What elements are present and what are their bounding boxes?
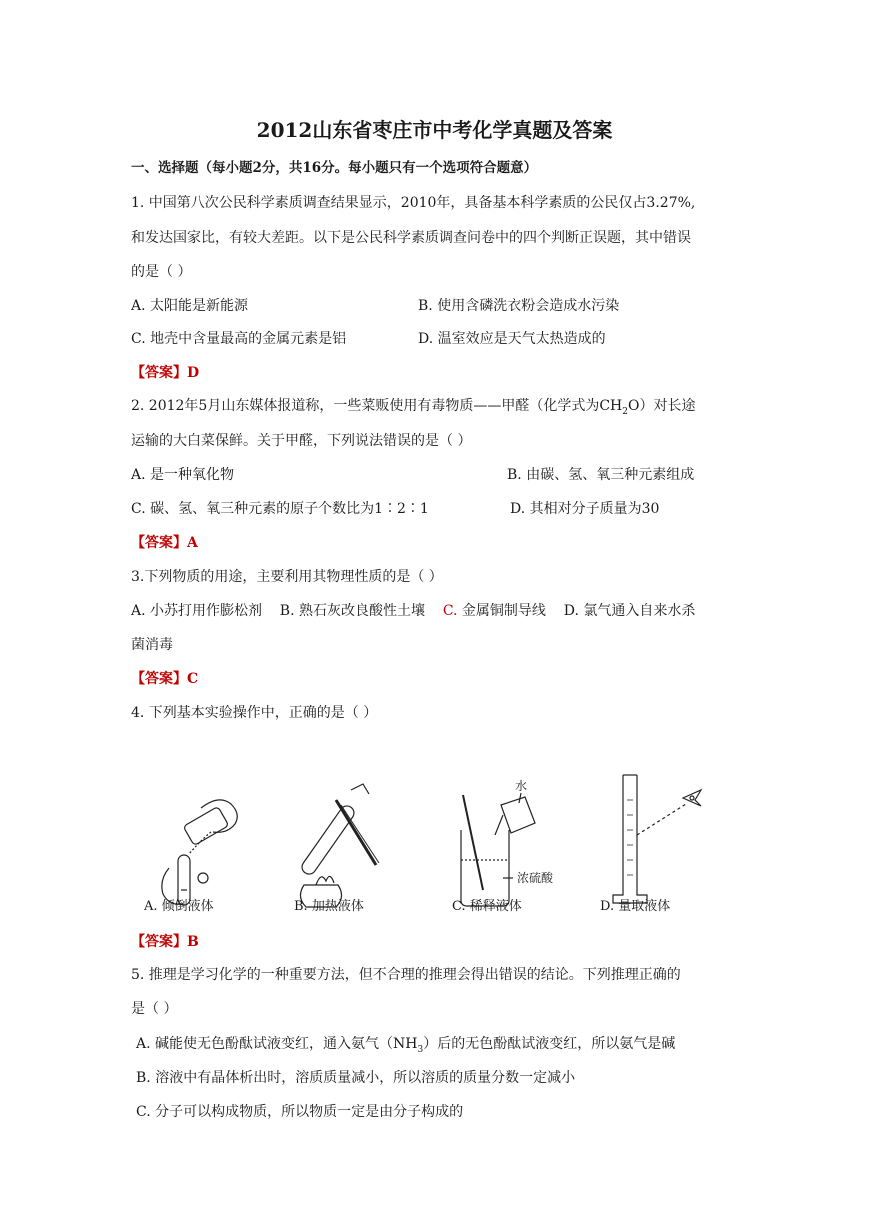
q5-option-c: C. 分子可以构成物质，所以物质一定是由分子构成的 bbox=[136, 1104, 464, 1120]
heating-liquid-illustration bbox=[299, 784, 379, 907]
answer-value: C bbox=[187, 671, 199, 687]
answer-value: B bbox=[187, 934, 199, 950]
caption-d: D. 量取液体 bbox=[600, 899, 671, 914]
q2-option-d: D. 其相对分子质量为30 bbox=[510, 501, 660, 517]
caption-b: B. 加热液体 bbox=[294, 899, 364, 914]
q1-stem-line1: 1. 中国第八次公民科学素质调查结果显示，2010年，具备基本科学素质的公民仅占3.27%, bbox=[131, 195, 696, 211]
q3-answer bbox=[131, 669, 198, 689]
q2-stem-text: 2. 2012年5月山东媒体报道称，一些菜贩使用有毒物质——甲醛（化学式为CH bbox=[131, 398, 623, 414]
q2-option-c: C. 碳、氢、氧三种元素的原子个数比为1∶2∶1 bbox=[131, 501, 429, 517]
answer-label: 【答案】 bbox=[131, 535, 187, 551]
q5-stem-line2: 是（ ） bbox=[131, 1001, 178, 1017]
q4-answer bbox=[131, 932, 199, 952]
q2-answer bbox=[131, 533, 198, 553]
q1-option-b: B. 使用含磷洗衣粉会造成水污染 bbox=[418, 298, 620, 314]
q3-options-line2: 菌消毒 bbox=[131, 637, 173, 653]
q1-option-a: A. 太阳能是新能源 bbox=[131, 298, 249, 314]
q1-stem-line3: 的是（ ） bbox=[131, 264, 192, 280]
q2-stem-line2: 运输的大白菜保鲜。关于甲醛，下列说法错误的是（ ） bbox=[131, 433, 472, 449]
q3-option-c-letter: C. bbox=[442, 603, 458, 619]
q3-options-cd: 金属铜制导线 D. 氯气通入自来水杀 bbox=[457, 603, 696, 619]
diluting-liquid-illustration bbox=[461, 778, 554, 906]
section-heading: 一、选择题（每小题2分，共16分。每小题只有一个选项符合题意） bbox=[131, 160, 538, 176]
q5-stem-line1: 5. 推理是学习化学的一种重要方法，但不合理的推理会得出错误的结论。下列推理正确的 bbox=[131, 967, 681, 983]
measuring-liquid-illustration bbox=[613, 775, 701, 903]
pouring-liquid-illustration bbox=[162, 800, 237, 905]
q5-option-a-text: A. 碱能使无色酚酞试液变红，通入氨气（NH bbox=[136, 1036, 418, 1052]
q5-option-b: B. 溶液中有晶体析出时，溶质质量减小，所以溶质的质量分数一定减小 bbox=[136, 1070, 576, 1086]
answer-value: A bbox=[187, 535, 198, 551]
q1-option-d: D. 温室效应是天气太热造成的 bbox=[418, 331, 606, 347]
caption-a: A. 倾倒液体 bbox=[144, 899, 214, 914]
subscript: 2 bbox=[622, 406, 628, 417]
q2-option-b: B. 由碳、氢、氧三种元素组成 bbox=[507, 467, 695, 483]
q5-option-a bbox=[136, 1034, 675, 1054]
q5-option-a-text-cont: ）后的无色酚酞试液变红，所以氨气是碱 bbox=[423, 1036, 676, 1052]
q3-options-ab: A. 小苏打用作膨松剂 B. 熟石灰改良酸性土壤 bbox=[131, 603, 443, 619]
q3-stem-line1: 3.下列物质的用途，主要利用其物理性质的是（ ） bbox=[131, 569, 443, 585]
q4-stem: 4. 下列基本实验操作中，正确的是（ ） bbox=[131, 705, 378, 721]
water-label: 水 bbox=[515, 779, 528, 793]
sulfuric-acid-label: 浓硫酸 bbox=[517, 871, 554, 885]
q2-option-a: A. 是一种氧化物 bbox=[131, 467, 235, 483]
q1-answer bbox=[131, 363, 199, 383]
answer-label: 【答案】 bbox=[131, 671, 187, 687]
q1-stem-line2: 和发达国家比，有较大差距。以下是公民科学素质调查问卷中的四个判断正误题，其中错误 bbox=[131, 230, 691, 246]
answer-label: 【答案】 bbox=[131, 934, 187, 950]
answer-value: D bbox=[187, 365, 200, 381]
answer-label: 【答案】 bbox=[131, 365, 187, 381]
subscript: 3 bbox=[417, 1044, 424, 1055]
page-title: 2012山东省枣庄市中考化学真题及答案 bbox=[256, 118, 613, 142]
q1-option-c: C. 地壳中含量最高的金属元素是铝 bbox=[131, 331, 347, 347]
q2-stem-text-cont: O）对长途 bbox=[628, 398, 696, 414]
caption-c: C. 稀释液体 bbox=[452, 899, 522, 914]
q3-options-line bbox=[131, 601, 695, 621]
q2-stem-line1 bbox=[131, 396, 695, 416]
